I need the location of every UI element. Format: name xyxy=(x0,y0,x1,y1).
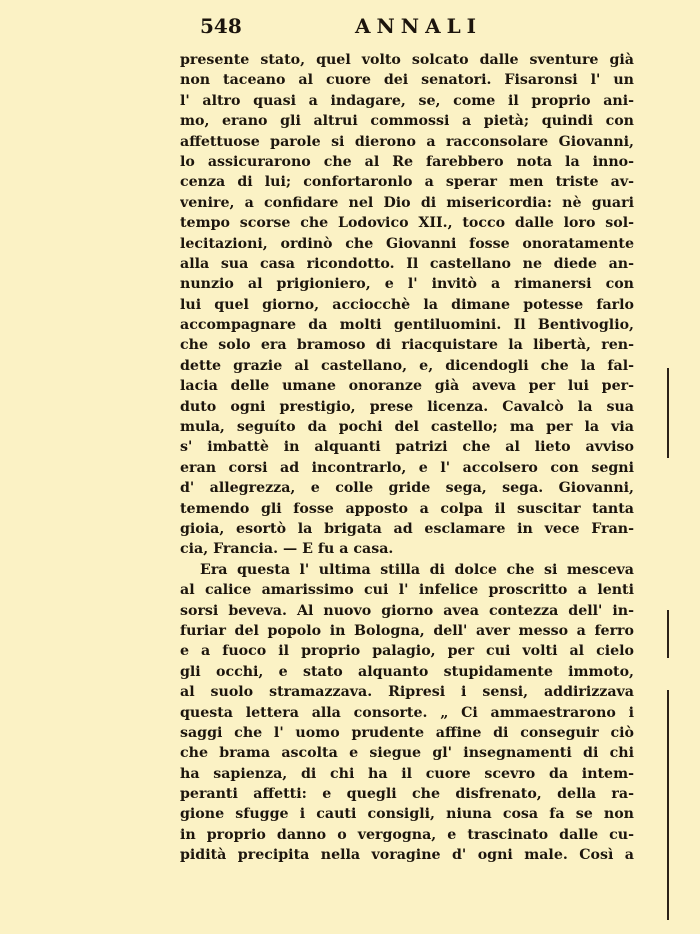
text-line: non taceano al cuore dei senatori. Fisaronsi l' un xyxy=(180,72,634,89)
text-line: temendo gli fosse apposto a colpa il suscitar tanta xyxy=(180,500,634,517)
text-line: in proprio danno o vergogna, e trascinato dalle cu- xyxy=(180,826,634,843)
text-line: pidità precipita nella voragine d' ogni male. Così a xyxy=(180,847,634,864)
text-line: affettuose parole si dierono a racconsolare Giovanni, xyxy=(180,133,634,150)
text-line: gli occhi, e stato alquanto stupidamente immoto, xyxy=(180,663,634,680)
text-line: furiar del popolo in Bologna, dell' aver messo a ferro xyxy=(180,622,634,639)
text-line: Era questa l' ultima stilla di dolce che si mesceva xyxy=(200,561,634,578)
text-line: d' allegrezza, e colle gride sega, sega. Giovanni, xyxy=(180,480,634,497)
text-line: venire, a confidare nel Dio di misericordia: nè guari xyxy=(180,194,634,211)
text-line: duto ogni prestigio, prese licenza. Cavalcò la sua xyxy=(180,398,634,415)
text-line: mo, erano gli altrui commossi a pietà; quindi con xyxy=(180,113,634,130)
text-line: eran corsi ad incontrarlo, e l' accolsero con segni xyxy=(180,459,634,476)
text-line: l' altro quasi a indagare, se, come il proprio ani- xyxy=(180,92,634,109)
text-line: sorsi beveva. Al nuovo giorno avea contezza dell' in- xyxy=(180,602,634,619)
text-line: gione sfugge i cauti consigli, niuna cosa fa se non xyxy=(180,806,634,823)
page-number: 548 xyxy=(200,14,242,38)
text-line: lo assicurarono che al Re farebbero nota la inno- xyxy=(180,153,634,170)
text-line: accompagnare da molti gentiluomini. Il Bentivoglio, xyxy=(180,317,634,334)
text-line: lecitazioni, ordinò che Giovanni fosse onoratamente xyxy=(180,235,634,252)
text-line: gioia, esortò la brigata ad esclamare in vece Fran- xyxy=(180,520,634,537)
text-line: peranti affetti: e quegli che disfrenato, della ra- xyxy=(180,786,634,803)
text-line: tempo scorse che Lodovico XII., tocco dalle loro sol- xyxy=(180,215,634,232)
text-line: che brama ascolta e siegue gl' insegnamenti di chi xyxy=(180,745,634,762)
text-line: cenza di lui; confortaronlo a sperar men triste av- xyxy=(180,174,634,191)
page-header xyxy=(180,12,634,40)
text-line: alla sua casa ricondotto. Il castellano ne diede an- xyxy=(180,255,634,272)
text-line: cia, Francia. — E fu a casa. xyxy=(180,541,394,558)
text-line: questa lettera alla consorte. „ Ci ammaestrarono i xyxy=(180,704,634,721)
text-line: nunzio al prigioniero, e l' invitò a rimanersi con xyxy=(180,276,634,293)
margin-rule-upper xyxy=(667,368,669,458)
text-line: presente stato, quel volto solcato dalle sventure già xyxy=(180,52,634,68)
text-line: ha sapienza, di chi ha il cuore scevro da intem- xyxy=(180,765,634,782)
text-line: e a fuoco il proprio palagio, per cui volti al cielo xyxy=(180,643,634,660)
margin-rule-lower xyxy=(667,690,669,920)
running-title: ANNALI xyxy=(355,14,483,38)
text-line: dette grazie al castellano, e, dicendogli che la fal- xyxy=(180,357,634,374)
text-line: al suolo stramazzava. Ripresi i sensi, addirizzava xyxy=(180,684,634,701)
text-line: lui quel giorno, acciocchè la dimane potesse farlo xyxy=(180,296,634,313)
text-line: che solo era bramoso di riacquistare la libertà, ren- xyxy=(180,337,634,354)
text-line: mula, seguíto da pochi del castello; ma per la via xyxy=(180,419,634,436)
body-text xyxy=(180,50,634,866)
margin-rule-middle xyxy=(667,610,669,658)
text-line: al calice amarissimo cui l' infelice proscritto a lenti xyxy=(180,582,634,599)
text-line: s' imbattè in alquanti patrizi che al lieto avviso xyxy=(180,439,634,456)
text-line: saggi che l' uomo prudente affine di conseguir ciò xyxy=(180,724,634,741)
text-line: lacia delle umane onoranze già aveva per lui per- xyxy=(180,378,634,395)
